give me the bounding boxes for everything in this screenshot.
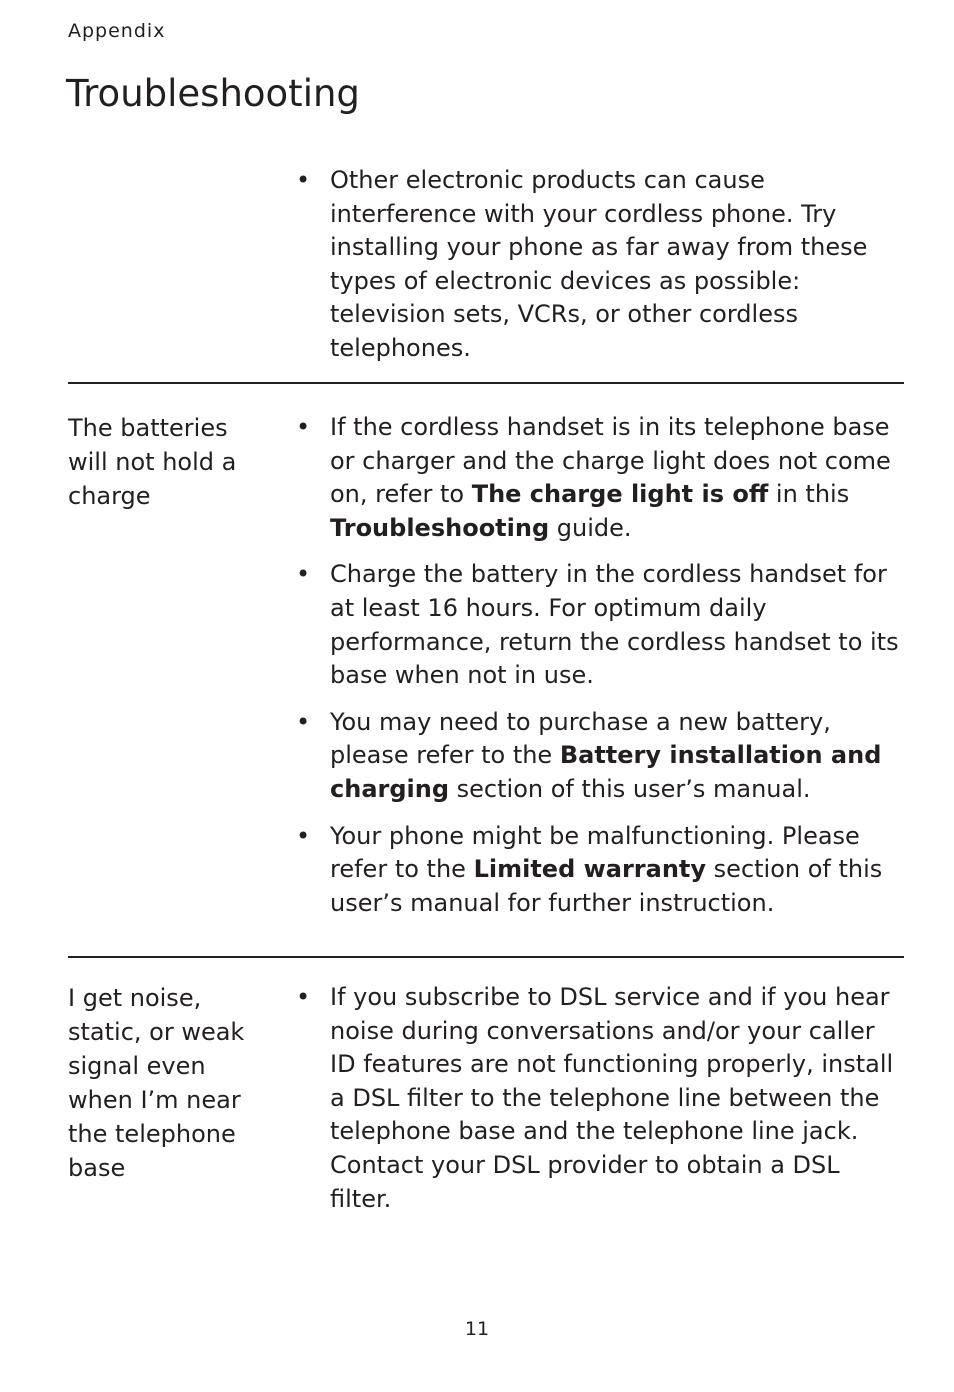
row-divider [68,382,904,384]
solution-item [296,411,906,545]
solution-item [296,706,906,807]
solution-text: You may need to purchase a new battery, please refer to the [330,707,831,770]
problem-text: The batteries will not hold a charge [68,414,237,510]
solution-list [296,164,906,379]
section-label: Appendix [68,20,166,42]
solution-list [296,981,906,1229]
solution-text: section of this user’s manual. [449,774,811,803]
solution-text: If you subscribe to DSL service and if you hear noise during conversations and/or your caller ID features are not functioning properly, install a DSL filter to the telephone line between the telephone base and the telephone line jack. Contact your DSL provider to obtain a DSL filter. [330,983,894,1213]
solution-text: Charge the battery in the cordless handset for at least 16 hours. For optimum daily performance, return the cordless handset to its base when not in use. [330,560,899,690]
solution-text: Other electronic products can cause interference with your cordless phone. Try installing your phone as far away from these types of electronic devices as possible: television sets, VCRs, or other cordless telephones. [330,166,868,362]
page-title: Troubleshooting [66,72,360,115]
bullet-icon: • [296,983,311,1011]
bullet-icon: • [296,821,311,850]
bullet-icon: • [296,560,311,589]
bullet-icon: • [296,707,311,736]
solution-list [296,411,906,933]
problem-text: I get noise, static, or weak signal even when I’m near the telephone base [68,984,245,1182]
solution-text: guide. [549,513,632,542]
solution-item [296,164,906,366]
emphasized-reference: Limited warranty [473,855,707,884]
solution-text: section of this user’s manual for further instruction. [330,855,883,917]
bullet-icon: • [296,166,311,194]
solution-item [296,820,906,921]
solution-text: If the cordless handset is in its telephone base or charger and the charge light does not come on, refer to [330,413,891,509]
solution-text: in this [768,480,850,509]
solution-text: Your phone might be malfunctioning. Please refer to the [330,821,860,884]
emphasized-reference: Troubleshooting [330,513,550,542]
emphasized-reference: The charge light is off [471,480,769,509]
page-number: 11 [464,1318,490,1340]
row-divider [68,956,904,958]
bullet-icon: • [296,413,311,441]
emphasized-reference: Battery installation and charging [330,741,882,803]
solution-item [296,558,906,692]
solution-item [296,981,906,1216]
